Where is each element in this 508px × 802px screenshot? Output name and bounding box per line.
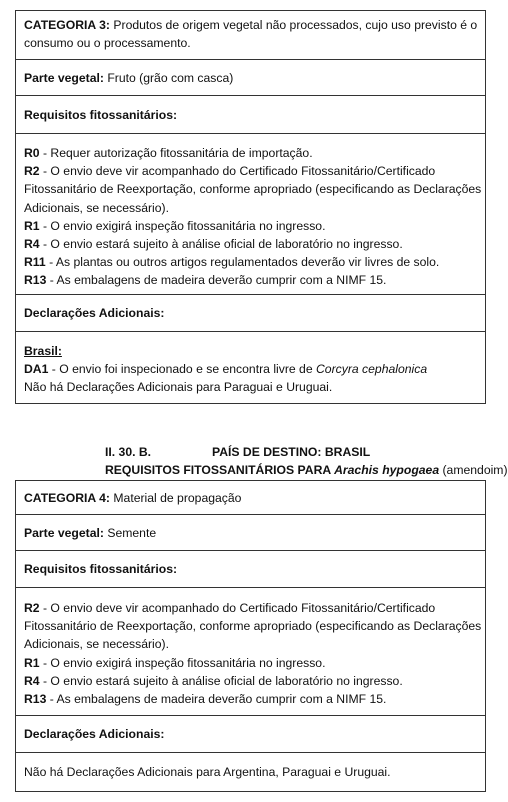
requirement-code: R13 <box>24 273 47 288</box>
category-text: Material de propagação <box>110 491 242 505</box>
requirements-list <box>24 599 482 708</box>
additional-title-row <box>16 295 485 332</box>
additional-row <box>16 332 485 403</box>
requirement-line <box>24 199 477 217</box>
category-row <box>16 481 485 515</box>
requirement-line <box>24 635 477 653</box>
da1-species: Corcyra cephalonica <box>316 362 428 377</box>
requirement-code: R11 <box>24 255 46 270</box>
additional-title: Declarações Adicionais: <box>24 306 165 320</box>
plant-part-row <box>16 515 485 551</box>
requirement-text: - As embalagens de madeira deverão cumprir com a NIMF 15. <box>46 692 387 707</box>
requirements-row <box>16 588 485 716</box>
category-label: CATEGORIA 3: <box>24 18 110 32</box>
requirement-text: Adicionais, se necessário). <box>24 637 169 652</box>
plant-part-label: Parte vegetal: <box>24 71 104 85</box>
category-text-cont: consumo ou o processamento. <box>24 36 191 51</box>
requirements-row <box>16 134 485 295</box>
category-row <box>16 11 485 60</box>
requirement-text: - As plantas ou outros artigos regulamentados deverão vir livres de solo. <box>45 255 440 270</box>
plant-part-value: Fruto (grão com casca) <box>103 71 234 85</box>
table-category-3 <box>15 10 486 404</box>
da1-code: DA1 <box>24 362 49 377</box>
requirement-line <box>24 599 477 617</box>
category-label: CATEGORIA 4: <box>24 491 110 505</box>
no-additional-text: Não há Declarações Adicionais para Argentina, Paraguai e Uruguai. <box>24 765 391 779</box>
requirements-title: Requisitos fitossanitários: <box>24 108 178 122</box>
requirement-line <box>24 180 482 198</box>
plant-part-row <box>16 60 485 96</box>
requirement-text: - O envio deve vir acompanhado do Certificado Fitossanitário/Certificado <box>39 164 436 179</box>
no-additional-text: Não há Declarações Adicionais para Paraguai e Uruguai. <box>24 380 333 395</box>
requirement-text: Fitossanitário de Reexportação, conforme apropriado (especificando as Declarações <box>24 619 482 634</box>
plant-part-label: Parte vegetal: <box>24 526 104 540</box>
requirement-text: Adicionais, se necessário). <box>24 200 169 215</box>
requirement-code: R13 <box>24 692 47 707</box>
additional-title-row <box>16 716 485 753</box>
destination-heading: PAÍS DE DESTINO: BRASIL <box>212 445 371 459</box>
requirement-code: R1 <box>24 655 40 670</box>
country-label: Brasil: <box>24 344 62 358</box>
requirement-line <box>24 672 477 690</box>
requirement-line <box>24 235 477 253</box>
section-number: II. 30. B. <box>105 445 152 459</box>
requirement-text: - O envio deve vir acompanhado do Certificado Fitossanitário/Certificado <box>39 601 436 615</box>
da1-text: - O envio foi inspecionado e se encontra livre de <box>48 362 316 377</box>
req-prefix: REQUISITOS FITOSSANITÁRIOS PARA <box>105 463 335 477</box>
requirement-code: R2 <box>24 601 40 615</box>
additional-title: Declarações Adicionais: <box>24 727 165 741</box>
common-name: (amendoim) <box>439 463 508 477</box>
requirement-text: - As embalagens de madeira deverão cumprir com a NIMF 15. <box>46 273 387 288</box>
species-name: Arachis hypogaea <box>334 463 440 477</box>
requirement-text: - O envio estará sujeito à análise oficial de laboratório no ingresso. <box>39 237 403 252</box>
plant-part-value: Semente <box>103 526 157 540</box>
requirement-line <box>24 654 477 672</box>
requirements-list <box>24 144 482 290</box>
requirements-heading <box>105 461 508 479</box>
requirement-line <box>24 217 477 235</box>
requirement-text: - O envio estará sujeito à análise oficial de laboratório no ingresso. <box>39 673 403 688</box>
requirement-code: R0 <box>24 146 40 160</box>
requirement-text: Fitossanitário de Reexportação, conforme apropriado (especificando as Declarações <box>24 182 482 197</box>
requirement-line <box>24 617 482 635</box>
requirement-line <box>24 253 477 271</box>
requirement-code: R1 <box>24 218 40 233</box>
requirement-code: R4 <box>24 237 40 252</box>
requirements-title: Requisitos fitossanitários: <box>24 562 178 576</box>
table-category-4 <box>15 480 486 792</box>
requirement-code: R4 <box>24 673 40 688</box>
requirement-line <box>24 144 477 162</box>
requirement-text: - O envio exigirá inspeção fitossanitária no ingresso. <box>39 655 326 670</box>
requirement-line <box>24 162 477 180</box>
additional-row <box>16 753 485 791</box>
requirements-title-row <box>16 96 485 134</box>
category-text: Produtos de origem vegetal não processados, cujo uso previsto é o <box>110 18 478 32</box>
requirement-line <box>24 271 477 289</box>
requirement-text: - Requer autorização fitossanitária de importação. <box>39 146 313 160</box>
requirement-code: R2 <box>24 164 40 179</box>
requirement-line <box>24 690 477 708</box>
requirement-text: - O envio exigirá inspeção fitossanitária no ingresso. <box>39 218 326 233</box>
requirements-title-row <box>16 551 485 588</box>
